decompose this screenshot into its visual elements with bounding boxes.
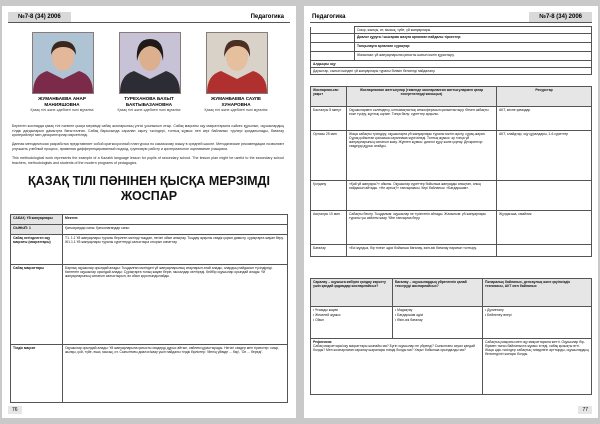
teacher-photo-3: [206, 32, 268, 94]
article-title: ҚАЗАҚ ТІЛІ ПӘНІНЕН ҚЫСҚА МЕРЗІМДІ ЖОСПАР: [28, 174, 270, 203]
list-item: • Бейнелеу өнері: [485, 312, 512, 317]
list-item: • Ұтымды жауап: [313, 308, 339, 312]
table-row: [11, 215, 288, 225]
left-page: [2, 6, 296, 418]
table-row: [311, 245, 592, 257]
activity-cell: Сабақты бекіту. Тыңдалым: оқушылар не түсінгенін айтады. Жазылым: үй жануарлары туралы үш сөйлем жазу. Үйге тапсырма беру.: [347, 211, 497, 245]
table-row: [311, 279, 592, 307]
list-item-text: Бейнелеу өнері: [487, 312, 512, 317]
header-rule: [310, 22, 592, 23]
plan-label: САБАҚ: Үй жануарлары: [11, 215, 63, 225]
reflection-questions: Сабақ мақсаттары/оқу мақсаттары шынайы ма? Бүгін оқушылар не үйренді? Сыныптағы ахуал қандай болды? Мен жоспарлаған саралау шаралары тиімді болды ма? Уақыт бойынша орындалды ма?: [313, 344, 475, 353]
reflection-cell: [311, 339, 483, 395]
abstract-kazakh: Берілген жоспарда қазақ тілі пәнінен қысқа мерзімді сабақ жоспарының үлгісі ұсынылып отыр. Сабақ мақсаты оқу мақсаттарына сәйкес құрылып, оқушылардың тілдік дағдыларын дамытуға бағытталған. Сабақ барысында саралап оқыту тәсілдері, топтық жұмыс пен кері байланыс түрлері қолданылады, бағалау критерийлері мен дескрипторлар көрсетіледі.: [12, 124, 284, 138]
reflection-label: Рефлексия: [313, 340, 332, 344]
differentiation-table: [310, 278, 592, 395]
resource-cell: Жұлдызша, смайлик: [497, 211, 592, 245]
list-item: • Дүниетану: [485, 308, 504, 312]
plan-content: Мектеп:: [63, 215, 288, 225]
time-cell: Бағалау: [311, 245, 347, 257]
language-goals-table: [310, 26, 592, 75]
activity-cell: Жаңа сабақты түсіндіру, оқушыларға үй жануарлары туралы мәтін оқыту, сұрақ-жауап. Сұрақ-қойылған қосымша сауалнама жүргізіледі. Топтық жұмыс: әр топқа үй жануарларының сипатын жазу. Жұппен жұмыс: диалог құру және қорғау. Дескриптор: сөздерді дұрыс атайды.: [347, 131, 497, 181]
questions-row: Талқылауға арналған сұрақтар:: [355, 43, 592, 52]
section-label: Педагогика: [250, 14, 284, 20]
activity-cell: «Қай үй жануары?» ойыны. Оқушылар суреттер бойынша жануарды анықтап, оның пайдасын айтады. «Не артық?» тапсырмасы. Кері байланыс: «Бағдаршам».: [347, 181, 497, 211]
col-header-activity: Жоспарланған жаттығулар (төменде жоспарланған жаттығулармен қатар ескертпелерді жазыңыз): [347, 87, 497, 107]
prior-learning-label: Алдыңғы оқу: [311, 61, 592, 68]
activities-table: [310, 86, 592, 257]
teacher-1-role: Қазақ тілі және әдебиеті пәні мұғалімі: [30, 108, 94, 112]
plan-label: Тілдік мақсат: [11, 345, 63, 403]
differentiation-cell: [311, 307, 393, 339]
writing-row: Жазылым: үй жануарларына қатысты шағын мәтін құрастыру.: [355, 52, 592, 61]
teacher-2-name: ТУРЕХАНОВА БАХЫТ БАКТЫБАЗАНОВНА: [124, 96, 174, 107]
page-number: 77: [578, 406, 592, 414]
resource-cell: АКТ, кеспе қағаздар: [497, 107, 592, 131]
teacher-1-name: ЖУМАНБАЕВА АНАР МАНИЯШОВНА: [38, 96, 86, 107]
table-row: [311, 61, 592, 68]
list-item: • Бағдаршам әдісі: [395, 312, 424, 317]
resource-cell: АКТ, слайдтар, оқу құралдары, 1-6 суреттер: [497, 131, 592, 181]
phrases-row: Диалог құруға / шығарма жазуға арналған пайдалы тіркестер:: [355, 34, 592, 43]
vocab-row: Сиыр, жылқы, ит, мысық, түйе, үй жануарлары.: [355, 27, 592, 34]
activity-cell: Оқушылармен сәлемдесу, ынтымақтастық атмосферасын қалыптастыру. Өткен сабақты еске түсіру, жұптық әңгіме. Топқа бөлу: суреттер арқылы.: [347, 107, 497, 131]
plan-label: СЫНЫП: 1: [11, 225, 63, 235]
table-row: [311, 211, 592, 245]
teacher-2-role: Қазақ тілі және әдебиеті пәні мұғалімі: [117, 108, 181, 112]
table-row: [311, 68, 592, 75]
time-cell: Ортасы 25 мин: [311, 131, 347, 181]
plan-content: Т1. 1.1 Үй жануарлары туралы берілген мәтінді тыңдап, негізгі ойын анықтау. Тыңдау арқылы сөздік қорын дамыту, сұрақтарға жауап беру. Ж1.1.1 Үй жануарлары туралы суреттерді салыстыра отырып сипаттау.: [63, 235, 288, 265]
teacher-3-role: Қазақ тілі және әдебиеті пәні мұғалімі: [204, 108, 268, 112]
links-header: Пәнаралық байланыс, денсаулық және қауіпсіздік техникасы, АКТ мен байланыс: [483, 279, 592, 307]
list-item: • Өзін-өзі бағалау: [395, 317, 423, 322]
time-cell: Басталуы 5 минут: [311, 107, 347, 131]
assessment-header: Бағалау – оқушылардың үйренгенін қалай тексеруді жоспарлайсыз?: [393, 279, 483, 307]
table-row: [311, 307, 592, 339]
abstract-english: This methodological work represents the example of a Kazakh language lesson for pupils of secondary school. The lesson plan might be useful to the secondary school teachers, methodologists and students of the modern programs of pedagogics.: [12, 156, 284, 165]
resource-cell: [497, 181, 592, 211]
header-rule: [8, 22, 290, 23]
table-row: [311, 339, 592, 395]
list-item: • Мадақтау: [395, 308, 413, 312]
table-row: [311, 87, 592, 107]
plan-label: Сабақ негізделген оқу мақсаты (мақсаттары): [11, 235, 63, 265]
col-header-time: Жоспарлан-ған уақыт: [311, 87, 347, 107]
table-row: [311, 43, 592, 52]
page-number: 76: [8, 406, 22, 414]
list-item: • Жекелей жұмыс: [313, 312, 341, 317]
differentiation-header: Саралау – оқушыға көбірек қолдау көрсету үшін қандай қадамдар жоспарлайсыз?: [311, 279, 393, 307]
teacher-photo-2: [119, 32, 181, 94]
table-row: [311, 131, 592, 181]
links-cell: [483, 307, 592, 339]
issue-label: №7-8 (34) 2006: [529, 12, 592, 22]
right-page: [304, 6, 598, 418]
resource-cell: [497, 245, 592, 257]
table-row: [11, 225, 288, 235]
section-label: Педагогика: [312, 14, 346, 20]
table-row: [11, 265, 288, 345]
issue-label: №7-8 (34) 2006: [8, 12, 71, 22]
list-item-text: Бағдаршам әдісі: [397, 312, 424, 317]
table-row: [11, 345, 288, 403]
time-cell: Қолдану: [311, 181, 347, 211]
table-row: [311, 52, 592, 61]
plan-label: Сабақ мақсаттары: [11, 265, 63, 345]
table-row: [311, 27, 592, 34]
list-item-text: Ойын: [315, 317, 324, 322]
plan-content: Барлық оқушылар орындай алады: Тыңдалған мәтіндегі үй жануарларының атауларын атай алады, олардың пайдасын түсіндіреді. Көптеген оқушылар орындай алады: Сұрақтарға толық жауап беріп, мысалдар келтіреді. Кейбір оқушылар орындай алады: Үй жануарларының сипатын салыстырып, өз ойын қорытындылайды.: [63, 265, 288, 345]
assessment-cell: [393, 307, 483, 339]
table-row: [311, 34, 592, 43]
teacher-photo-1: [32, 32, 94, 94]
list-item-text: Дүниетану: [487, 308, 504, 312]
reflection-answer: Сабақтың мақсаты мен оқу мақсаттарына жетті. Оқушылар бір-бірімен тығыз байланыста жұмыс істеді, сабақ қызықты өтті. Жаңа әдіс-тәсілдер сабақтың тиімділігін арттырды, оқушылардың белсенділігі жоғары болды.: [483, 339, 592, 395]
lesson-plan-table: [10, 214, 288, 403]
list-item-text: Өзін-өзі бағалау: [397, 317, 423, 322]
teacher-3-name: ЖУМАНБАЕВА САУЛЕ ХУНАРОВНА: [210, 96, 262, 107]
table-row: [11, 235, 288, 265]
col-header-resources: Ресурстар: [497, 87, 592, 107]
time-cell: Аяқталуы 10 мин: [311, 211, 347, 245]
plan-content: Қатысқандар саны: Қатыспағандар саны:: [63, 225, 288, 235]
abstract-russian: Данная методическая разработка представляет собой краткосрочный план урока по казахскому языку в средней школе. Методические рекомендации позволяют улучшить учебный процесс, применяя дифференцированный подход, групповую работу и критериальное оценивание учащихся.: [12, 142, 284, 151]
prior-learning-text: Дауыстар, сынып ішіндегі үй жануарлары туралы білімін белсенді пайдалану.: [311, 68, 592, 75]
list-item-text: Ұтымды жауап: [315, 308, 339, 312]
table-row: [311, 107, 592, 131]
list-item-text: Мадақтау: [397, 308, 413, 312]
activity-cell: «Екі жұлдыз, бір тілек» әдісі бойынша бағалау, өзін-өзі бағалау парағын толтыру.: [347, 245, 497, 257]
list-item: • Ойын: [313, 317, 324, 322]
list-item-text: Жекелей жұмыс: [315, 312, 341, 317]
plan-content: Оқушылар орындай алады: Үй жануарларына қатысты сөздерді дұрыс айтып, сөйлем құрастырады. Негізгі сөздер мен тіркестер: сиыр, жылқы, қой, түйе, ешкі, мысық, ит. Сыныптағы диалог/жазу үшін пайдалы тілдік бірліктер: 'Менің үйімде ... бар', 'Ол ... береді'.: [63, 345, 288, 403]
table-row: [311, 181, 592, 211]
